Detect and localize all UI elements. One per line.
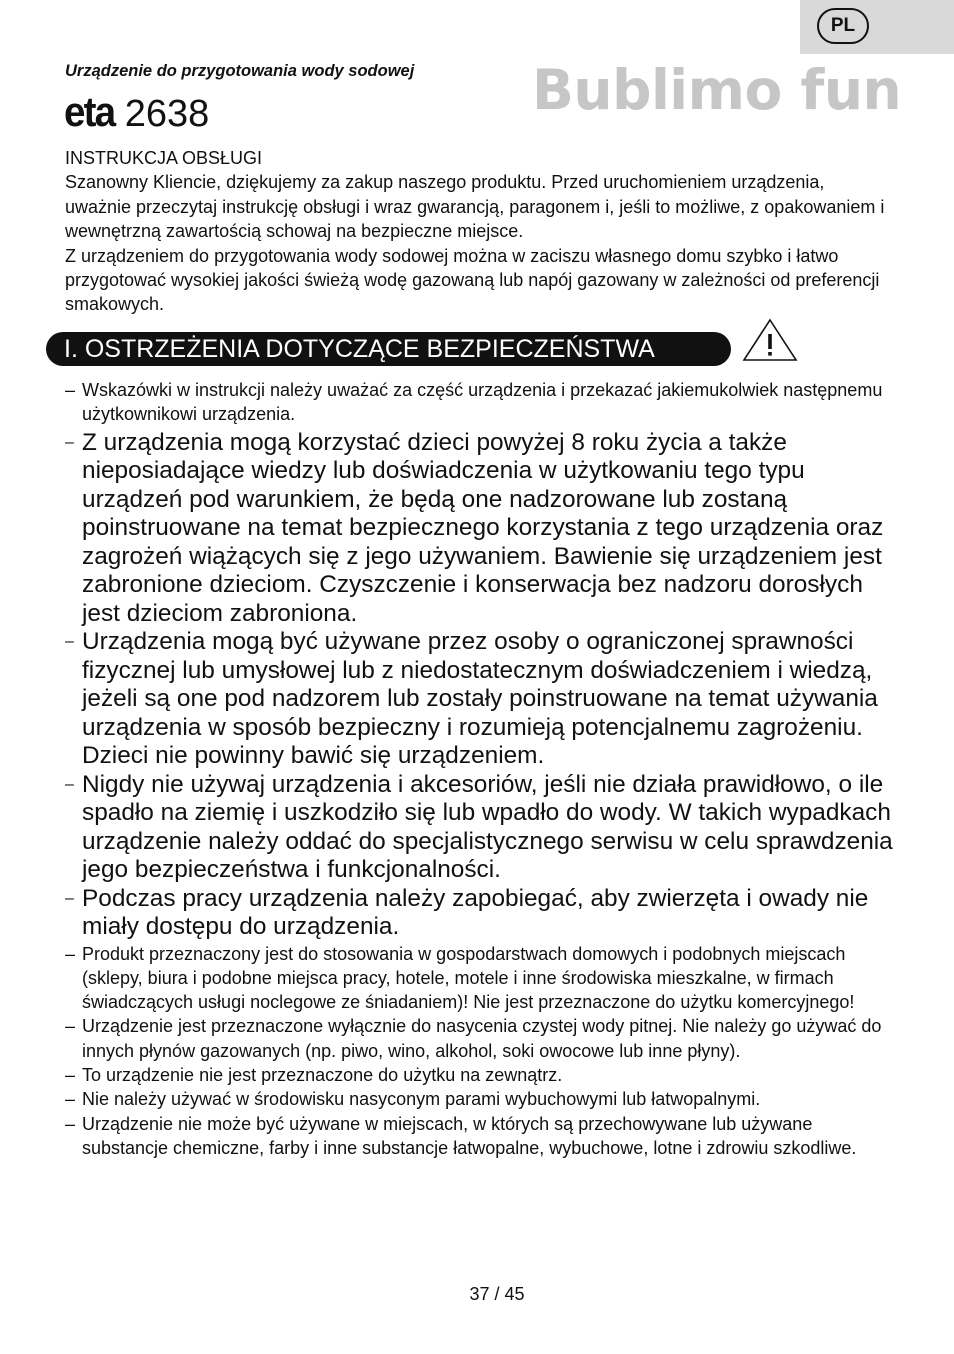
warning-item: – Nie należy używać w środowisku nasyconym parami wybuchowymi lub łatwopalnymi. <box>65 1089 761 1110</box>
warning-item: – Wskazówki w instrukcji należy uważać za część urządzenia i przekazać jakiemukolwiek następnemu użytkownikowi urządzenia. <box>65 380 883 425</box>
warning-item: – Nigdy nie używaj urządzenia i akcesoriów, jeśli nie działa prawidłowo, o ile spadło na ziemię i uszkodziło się lub wpadło do wody. W takich wypadkach urządzenie należy oddać do specjalistycznego serwisu w celu sprawdzenia jego bezpieczeństwa i funkcjonalności. <box>65 770 893 884</box>
language-badge: PL <box>817 8 869 44</box>
intro-heading: INSTRUKCJA OBSŁUGI <box>65 148 263 168</box>
section-heading: I. OSTRZEŻENIA DOTYCZĄCE BEZPIECZEŃSTWA <box>46 332 731 366</box>
warning-item: – To urządzenie nie jest przeznaczone do użytku na zewnątrz. <box>65 1065 563 1086</box>
warning-item: – Urządzenie nie może być używane w miejscach, w których są przechowywane lub używane substancje chemiczne, farby i inne substancje łatwopalne, wybuchowe, lotne i zdrowiu szkodliwe. <box>65 1113 857 1158</box>
warning-item: – Urządzenie jest przeznaczone wyłącznie do nasycenia czystej wody pitnej. Nie należy go używać do innych płynów gazowanych (np. piwo, wino, alkohol, soki owocowe lub inne płyny). <box>65 1016 882 1061</box>
brand-header <box>64 88 209 138</box>
intro-paragraph: Szanowny Kliencie, dziękujemy za zakup naszego produktu. Przed uruchomieniem urządzenia, uważnie przeczytaj instrukcję obsługi i wraz gwarancją, paragonem i, jeśli to możliwe, z opakowaniem i wewnętrzną zawartością schowaj na bezpieczne miejsce. <box>65 172 885 242</box>
safety-warnings-list <box>65 378 895 1160</box>
model-number: 2638 <box>124 93 210 135</box>
warning-item: – Urządzenia mogą być używane przez osoby o ograniczonej sprawności fizycznej lub umysłowej lub z niedostatecznym doświadczeniem i wiedzą, jeżeli są one pod nadzorem lub zostały poinstruowane na temat używania urządzenia w sposób bezpieczny i rozumieją potencjalnemu zagrożeniu. Dzieci nie powinny bawić się urządzeniem. <box>65 628 878 770</box>
warning-item: – Z urządzenia mogą korzystać dzieci powyżej 8 roku życia a także nieposiadające wiedzy lub doświadczenia w użytkowaniu tego typu urządzeń pod warunkiem, że będą one nadzorowane lub zostaną poinstruowane na temat bezpiecznego korzystania z tego urządzenia oraz zagrożeń wiążących się z jego używaniem. Bawienie się urządzeniem jest zabronione dzieciom. Czyszczenie i konserwacja bez nadzoru dorosłych jest dzieciom zabroniona. <box>65 428 884 627</box>
page-number: 37 / 45 <box>469 1284 525 1304</box>
product-name: Bublimo fun <box>532 58 902 122</box>
product-subtitle: Urządzenie do przygotowania wody sodowej <box>65 62 415 80</box>
eta-logo: eta <box>64 88 115 135</box>
intro-paragraph: Z urządzeniem do przygotowania wody sodowej można w zaciszu własnego domu szybko i łatwo przygotować wysokiej jakości świeżą wodę gazowaną lub napój gazowany w zależności od preferencji smakowych. <box>65 245 880 315</box>
warning-item: – Produkt przeznaczony jest do stosowania w gospodarstwach domowych i podobnych miejscach (sklepy, biura i podobne miejsca pracy, hotele, motele i inne środowiska mieszkalne, w firmach świadczących usługi noclegowe ze śniadaniem)! Nie jest przeznaczone do użytku komercyjnego! <box>65 943 855 1013</box>
warning-item: – Podczas pracy urządzenia należy zapobiegać, aby zwierzęta i owady nie miały dostępu do urządzenia. <box>65 884 869 941</box>
intro-block <box>65 146 895 317</box>
warning-triangle-icon <box>742 318 798 362</box>
language-tab <box>800 0 954 54</box>
